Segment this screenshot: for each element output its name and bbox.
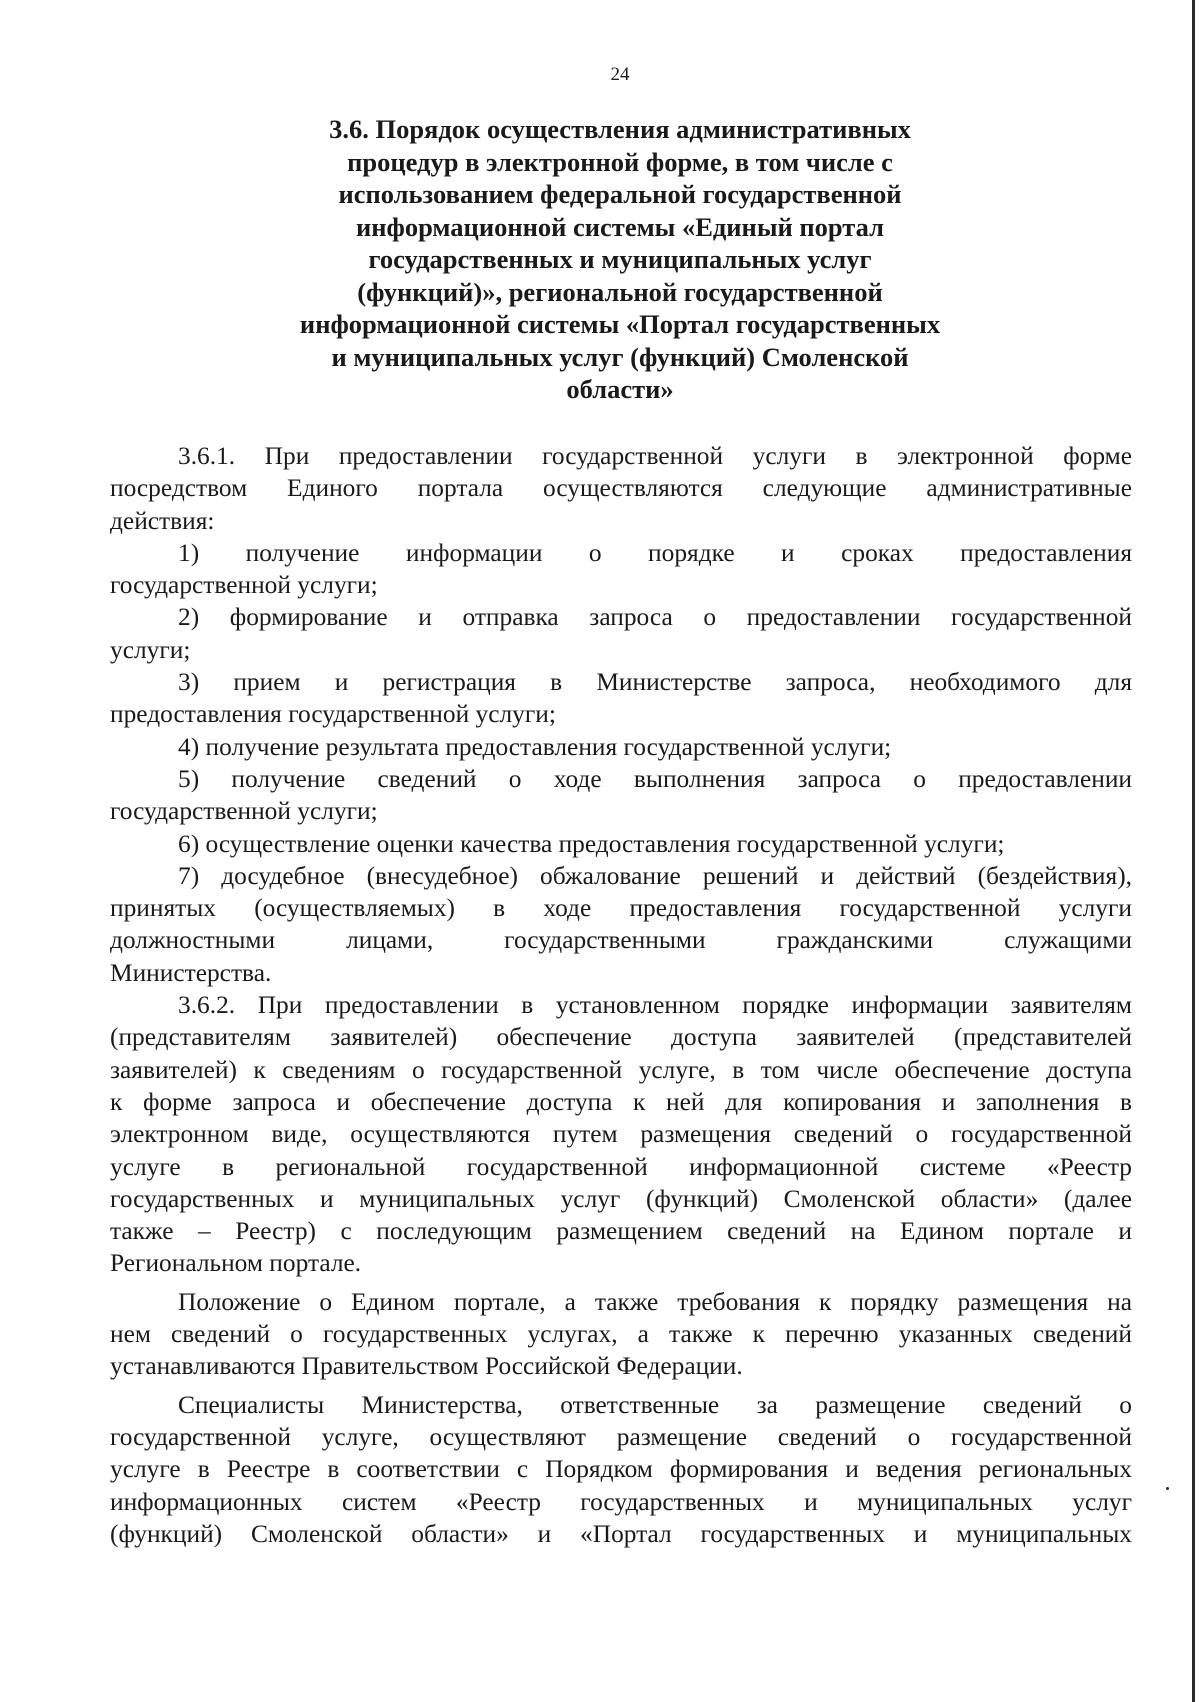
list-item-1: 1) получение информации о порядке и сроках предоставления — [178, 538, 1132, 567]
body-line: заявителей) к сведениям о государственной услуге, в том числе обеспечение доступа — [110, 1055, 1132, 1084]
body-line: принятых (осуществляемых) в ходе предоставления государственной услуги — [110, 894, 1132, 923]
body-line: должностными лицами, государственными гражданскими служащими — [110, 926, 1132, 955]
body-line: 3.6.1. При предоставлении государственной услуги в электронной форме — [178, 442, 1132, 470]
heading-line: использованием федеральной государственной — [338, 179, 902, 209]
list-item-4: 4) получение результата предоставления государственной услуги; — [178, 732, 892, 761]
heading-line: информационной системы «Единый портал — [355, 211, 885, 242]
body-line: нем сведений о государственных услугах, а также к перечню указанных сведений — [110, 1320, 1132, 1349]
body-line: Министерства. — [110, 958, 272, 987]
body-line: электронном виде, осуществляются путем размещения сведений о государственной — [110, 1120, 1132, 1149]
body-line: государственной услуги; — [110, 571, 378, 600]
body-line: к форме запроса и обеспечение доступа к ней для копирования и заполнения в — [110, 1087, 1132, 1116]
body-line: информационных систем «Реестр государственных и муниципальных услуг — [110, 1487, 1132, 1516]
section-heading — [110, 113, 1130, 406]
heading-line: (функций)», региональной государственной — [357, 276, 883, 307]
body-line: устанавливаются Правительством Российской Федерации. — [110, 1352, 743, 1381]
body-line: услуге в Реестре в соответствии с Порядком формирования и ведения региональных — [110, 1455, 1132, 1484]
heading-line: процедур в электронной форме, в том числе с — [347, 146, 893, 177]
page-number: 24 — [610, 64, 630, 85]
body-line: посредством Единого портала осуществляются следующие административные — [110, 474, 1132, 503]
list-item-5: 5) получение сведений о ходе выполнения запроса о предоставлении — [178, 764, 1132, 793]
body-line: действия: — [110, 506, 215, 535]
scan-edge-line — [1192, 0, 1195, 1702]
body-line: государственной услуги; — [110, 797, 378, 826]
list-item-3: 3) прием и регистрация в Министерстве запроса, необходимого для — [178, 668, 1132, 697]
heading-line: государственных и муниципальных услуг — [368, 244, 872, 274]
body-line: Специалисты Министерства, ответственные за размещение сведений о — [178, 1390, 1132, 1419]
body-text — [110, 440, 1132, 1550]
heading-line: области» — [566, 374, 674, 404]
body-line: (функций) Смоленской области» и «Портал государственных и муниципальных — [110, 1519, 1132, 1548]
body-line: (представителям заявителей) обеспечение доступа заявителей (представителей — [110, 1023, 1132, 1052]
body-line: услуги; — [110, 635, 191, 664]
body-line: также – Реестр) с последующим размещением сведений на Едином портале и — [110, 1217, 1132, 1246]
list-item-2: 2) формирование и отправка запроса о предоставлении государственной — [178, 603, 1132, 632]
heading-line: 3.6. Порядок осуществления административных — [329, 114, 911, 144]
list-item-7: 7) досудебное (внесудебное) обжалование решений и действий (бездействия), — [178, 861, 1132, 890]
list-item-6: 6) осуществление оценки качества предоставления государственной услуги; — [178, 829, 1005, 858]
body-line: услуге в региональной государственной информационной системе «Реестр — [110, 1152, 1132, 1181]
body-line: предоставления государственной услуги; — [110, 700, 556, 729]
body-line: государственной услуге, осуществляют размещение сведений о государственной — [110, 1422, 1132, 1451]
body-line: Положение о Едином портале, а также требования к порядку размещения на — [178, 1287, 1132, 1316]
body-line: государственных и муниципальных услуг (функций) Смоленской области» (далее — [110, 1184, 1132, 1213]
heading-line: и муниципальных услуг (функций) Смоленской — [331, 341, 909, 372]
scan-speck — [1166, 1487, 1169, 1490]
body-line: 3.6.2. При предоставлении в установленном порядке информации заявителям — [178, 991, 1132, 1020]
body-line: Региональном портале. — [110, 1249, 362, 1278]
heading-line: информационной системы «Портал государственных — [299, 309, 941, 339]
